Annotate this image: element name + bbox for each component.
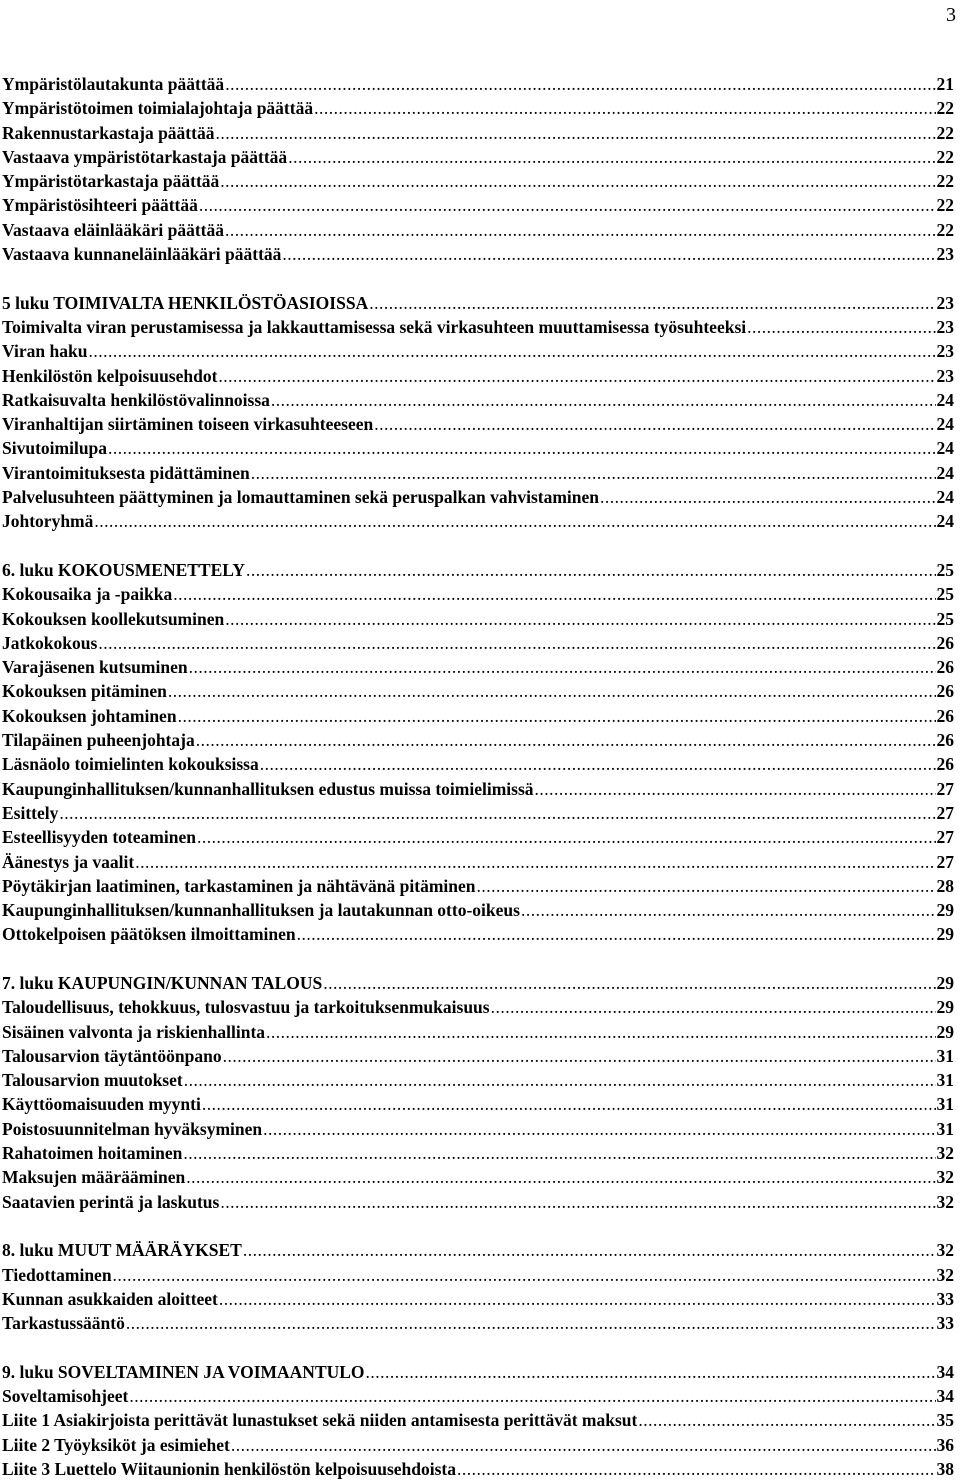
section-spacer [2,534,954,558]
dot-leader [220,1190,935,1214]
dot-leader [260,752,936,776]
toc-entry[interactable] [2,679,954,703]
toc-entry-page: 34 [936,1386,954,1407]
toc-entry[interactable] [2,777,954,801]
dot-leader [246,558,936,582]
toc-entry[interactable] [2,339,954,363]
toc-entry[interactable] [2,1263,954,1287]
dot-leader [288,145,935,169]
toc-entry-page: 27 [936,851,954,872]
page-number: 3 [946,4,956,26]
toc-entry-title: Viran haku [2,341,88,362]
toc-entry[interactable] [2,874,954,898]
dot-leader [189,655,936,679]
toc-entry-title: Kokouksen johtaminen [2,705,177,726]
dot-leader [477,874,936,898]
toc-entry-page: 33 [936,1313,954,1334]
toc-entry-page: 25 [936,608,954,629]
toc-entry-title: Pöytäkirjan laatiminen, tarkastaminen ja nähtävänä pitäminen [2,875,476,896]
toc-entry-page: 22 [936,146,954,167]
toc-entry-title: Tilapäinen puheenjohtaja [2,730,195,751]
toc-entry-title: Ympäristösihteeri päättää [2,195,198,216]
toc-entry-title: Ympäristötarkastaja päättää [2,171,220,192]
toc-entry[interactable] [2,1311,954,1335]
dot-leader [638,1408,935,1432]
toc-entry-title: Vastaava ympäristötarkastaja päättää [2,146,288,167]
toc-entry-page: 23 [936,244,954,265]
toc-entry[interactable] [2,752,954,776]
toc-entry[interactable] [2,145,954,169]
toc-entry-page: 27 [936,802,954,823]
toc-entry-page: 24 [936,389,954,410]
toc-entry[interactable] [2,1092,954,1116]
toc-entry-page: 28 [936,875,954,896]
toc-entry-title: Rakennustarkastaja päättää [2,122,215,143]
toc-entry[interactable] [2,704,954,728]
toc-entry-title: Liite 2 Työyksiköt ja esimiehet [2,1434,230,1455]
toc-entry-page: 27 [936,778,954,799]
toc-entry-title: Tiedottaminen [2,1264,112,1285]
toc-entry-page: 24 [936,414,954,435]
section-spacer [2,947,954,971]
toc-entry-page: 26 [936,657,954,678]
dot-leader [223,1044,936,1068]
section-spacer [2,266,954,290]
toc-entry[interactable] [2,364,954,388]
dot-leader [215,121,935,145]
toc-entry-title: 5 luku TOIMIVALTA HENKILÖSTÖASIOISSA [2,292,369,313]
toc-entry-title: Käyttöomaisuuden myynti [2,1094,201,1115]
dot-leader [225,72,935,96]
dot-leader [173,582,935,606]
toc-entry[interactable] [2,850,954,874]
toc-entry-page: 23 [936,316,954,337]
toc-entry-page: 26 [936,632,954,653]
toc-entry-title: Henkilöstön kelpoisuusehdot [2,365,218,386]
toc-entry[interactable] [2,242,954,266]
toc-entry-page: 32 [936,1143,954,1164]
toc-entry-title: Ympäristötoimen toimialajohtaja päättää [2,98,314,119]
toc-entry-title: Rahatoimen hoitaminen [2,1143,183,1164]
toc-entry-page: 31 [936,1094,954,1115]
dot-leader [521,898,936,922]
toc-entry-title: Läsnäolo toimielinten kokouksissa [2,754,259,775]
toc-entry-title: Kunnan asukkaiden aloitteet [2,1288,218,1309]
toc-entry-title: 8. luku MUUT MÄÄRÄYKSET [2,1240,242,1261]
dot-leader [266,1020,935,1044]
toc-entry[interactable] [2,1433,954,1457]
toc-entry-title: Sisäinen valvonta ja riskienhallinta [2,1021,266,1042]
toc-entry-page: 29 [936,997,954,1018]
toc-entry-page: 36 [936,1434,954,1455]
toc-entry[interactable] [2,1360,954,1384]
toc-entry-title: Kaupunginhallituksen/kunnanhallituksen ja lautakunnan otto-oikeus [2,900,520,921]
section-spacer [2,1214,954,1238]
toc-entry-page: 21 [936,74,954,94]
toc-entry-title: Tarkastussääntö [2,1313,125,1334]
dot-leader [202,1092,936,1116]
toc-entry-page: 27 [936,827,954,848]
toc-entry-title: 6. luku KOKOUSMENETTELY [2,559,245,580]
toc-entry-title: Viranhaltijan siirtäminen toiseen virkasuhteeseen [2,414,374,435]
toc-entry[interactable] [2,995,954,1019]
toc-entry-title: Jatkokokous [2,632,98,653]
toc-entry-title: Kaupunginhallituksen/kunnanhallituksen edustus muissa toimielimissä [2,778,534,799]
toc-entry-title: Palvelusuhteen päättyminen ja lomauttaminen sekä peruspalkan vahvistaminen [2,487,600,508]
toc-entry-title: Soveltamisohjeet [2,1386,129,1407]
toc-entry[interactable] [2,509,954,533]
toc-entry-page: 32 [936,1191,954,1212]
toc-entry-title: Johtoryhmä [2,511,94,532]
toc-entry-page: 22 [936,171,954,192]
toc-entry[interactable] [2,96,954,120]
table-of-contents [2,72,954,1481]
toc-entry-title: Talousarvion muutokset [2,1070,183,1091]
toc-entry[interactable] [2,461,954,485]
toc-entry[interactable] [2,193,954,217]
toc-entry-page: 29 [936,900,954,921]
toc-entry-page: 38 [936,1458,954,1479]
toc-entry-page: 24 [936,438,954,459]
toc-entry-page: 31 [936,1118,954,1139]
toc-entry[interactable] [2,291,954,315]
toc-entry-page: 23 [936,341,954,362]
toc-entry-page: 34 [936,1361,954,1382]
toc-entry-page: 22 [936,98,954,119]
dot-leader [231,1433,936,1457]
toc-entry[interactable] [2,655,954,679]
toc-entry-page: 22 [936,195,954,216]
toc-entry[interactable] [2,436,954,460]
toc-entry-title: Esteellisyyden toteaminen [2,827,196,848]
toc-entry-page: 24 [936,487,954,508]
dot-leader [108,436,935,460]
toc-entry[interactable] [2,1384,954,1408]
dot-leader [314,96,935,120]
toc-entry-title: Sivutoimilupa [2,438,108,459]
toc-entry-page: 24 [936,462,954,483]
dot-leader [225,218,935,242]
toc-entry-page: 26 [936,705,954,726]
dot-leader [98,631,935,655]
dot-leader [219,1287,936,1311]
toc-entry[interactable] [2,1287,954,1311]
toc-entry[interactable] [2,825,954,849]
dot-leader [323,971,935,995]
dot-leader [747,315,935,339]
dot-leader [186,1165,935,1189]
toc-entry-title: Liite 1 Asiakirjoista perittävät lunastukset sekä niiden antamisesta perittävät maksut [2,1410,638,1431]
toc-entry-title: Varajäsenen kutsuminen [2,657,188,678]
dot-leader [600,485,935,509]
toc-entry[interactable] [2,388,954,412]
toc-entry-title: Kokousaika ja -paikka [2,584,173,605]
dot-leader [88,339,935,363]
toc-entry-title: Esittely [2,802,59,823]
toc-entry-title: Vastaava kunnaneläinlääkäri päättää [2,244,282,265]
toc-entry[interactable] [2,1238,954,1262]
dot-leader [135,850,935,874]
toc-entry-page: 26 [936,730,954,751]
toc-entry-title: Äänestys ja vaalit [2,851,135,872]
toc-entry-page: 23 [936,365,954,386]
toc-entry[interactable] [2,1190,954,1214]
toc-entry[interactable] [2,218,954,242]
section-spacer [2,1335,954,1359]
toc-entry-title: 9. luku SOVELTAMINEN JA VOIMAANTULO [2,1361,365,1382]
toc-entry-title: Maksujen määrääminen [2,1167,186,1188]
dot-leader [535,777,936,801]
toc-entry[interactable] [2,898,954,922]
toc-entry-page: 25 [936,584,954,605]
toc-entry-title: Poistosuunnitelman hyväksyminen [2,1118,263,1139]
dot-leader [491,995,936,1019]
dot-leader [369,291,935,315]
dot-leader [218,364,935,388]
toc-entry[interactable] [2,1457,954,1481]
dot-leader [457,1457,936,1481]
toc-entry-page: 32 [936,1240,954,1261]
dot-leader [243,1238,936,1262]
toc-entry[interactable] [2,607,954,631]
toc-entry-title: Saatavien perintä ja laskutus [2,1191,220,1212]
dot-leader [297,922,936,946]
toc-entry[interactable] [2,582,954,606]
toc-entry[interactable] [2,412,954,436]
dot-leader [129,1384,935,1408]
toc-entry-title: Kokouksen pitäminen [2,681,167,702]
toc-entry[interactable] [2,1408,954,1432]
dot-leader [263,1117,935,1141]
toc-entry-page: 32 [936,1264,954,1285]
dot-leader [220,169,935,193]
toc-entry-title: Vastaava eläinlääkäri päättää [2,219,225,240]
dot-leader [199,193,936,217]
toc-entry-title: Taloudellisuus, tehokkuus, tulosvastuu ja tarkoituksenmukaisuus [2,997,490,1018]
dot-leader [197,825,936,849]
toc-entry[interactable] [2,971,954,995]
toc-entry-title: Virantoimituksesta pidättäminen [2,462,250,483]
toc-entry-page: 31 [936,1045,954,1066]
toc-entry-page: 26 [936,681,954,702]
dot-leader [59,801,935,825]
toc-entry-title: 7. luku KAUPUNGIN/KUNNAN TALOUS [2,972,323,993]
toc-entry-page: 23 [936,292,954,313]
toc-entry-title: Ottokelpoisen päätöksen ilmoittaminen [2,924,296,945]
toc-entry-page: 32 [936,1167,954,1188]
toc-entry[interactable] [2,72,954,96]
dot-leader [183,1141,935,1165]
dot-leader [184,1068,936,1092]
dot-leader [251,461,936,485]
dot-leader [113,1263,936,1287]
toc-entry-page: 31 [936,1070,954,1091]
toc-entry-page: 29 [936,924,954,945]
toc-entry[interactable] [2,1117,954,1141]
toc-entry-title: Toimivalta viran perustamisessa ja lakkauttamisessa sekä virkasuhteen muuttamisessa työsuhteeksi [2,316,747,337]
toc-entry[interactable] [2,728,954,752]
toc-entry-title: Ympäristölautakunta päättää [2,74,225,94]
dot-leader [374,412,935,436]
dot-leader [366,1360,936,1384]
toc-entry[interactable] [2,485,954,509]
toc-entry-page: 33 [936,1288,954,1309]
toc-entry-page: 22 [936,122,954,143]
dot-leader [168,679,936,703]
toc-entry-title: Liite 3 Luettelo Wiitaunionin henkilöstön kelpoisuusehdoista [2,1458,456,1479]
toc-entry-page: 24 [936,511,954,532]
toc-entry[interactable] [2,1020,954,1044]
toc-entry-title: Talousarvion täytäntöönpano [2,1045,222,1066]
toc-entry[interactable] [2,315,954,339]
toc-entry[interactable] [2,801,954,825]
toc-entry[interactable] [2,922,954,946]
dot-leader [126,1311,936,1335]
dot-leader [225,607,935,631]
dot-leader [282,242,935,266]
toc-entry[interactable] [2,1044,954,1068]
toc-entry[interactable] [2,1141,954,1165]
toc-entry[interactable] [2,631,954,655]
toc-entry[interactable] [2,169,954,193]
toc-entry-page: 29 [936,1021,954,1042]
dot-leader [94,509,935,533]
toc-entry[interactable] [2,121,954,145]
toc-entry[interactable] [2,1165,954,1189]
toc-entry-page: 25 [936,559,954,580]
toc-entry-page: 22 [936,219,954,240]
toc-entry-title: Ratkaisuvalta henkilöstövalinnoissa [2,389,270,410]
toc-entry-page: 26 [936,754,954,775]
dot-leader [196,728,936,752]
toc-entry[interactable] [2,558,954,582]
dot-leader [271,388,936,412]
toc-entry-page: 29 [936,972,954,993]
toc-entry-page: 35 [936,1410,954,1431]
dot-leader [178,704,936,728]
toc-entry-title: Kokouksen koollekutsuminen [2,608,225,629]
toc-entry[interactable] [2,1068,954,1092]
